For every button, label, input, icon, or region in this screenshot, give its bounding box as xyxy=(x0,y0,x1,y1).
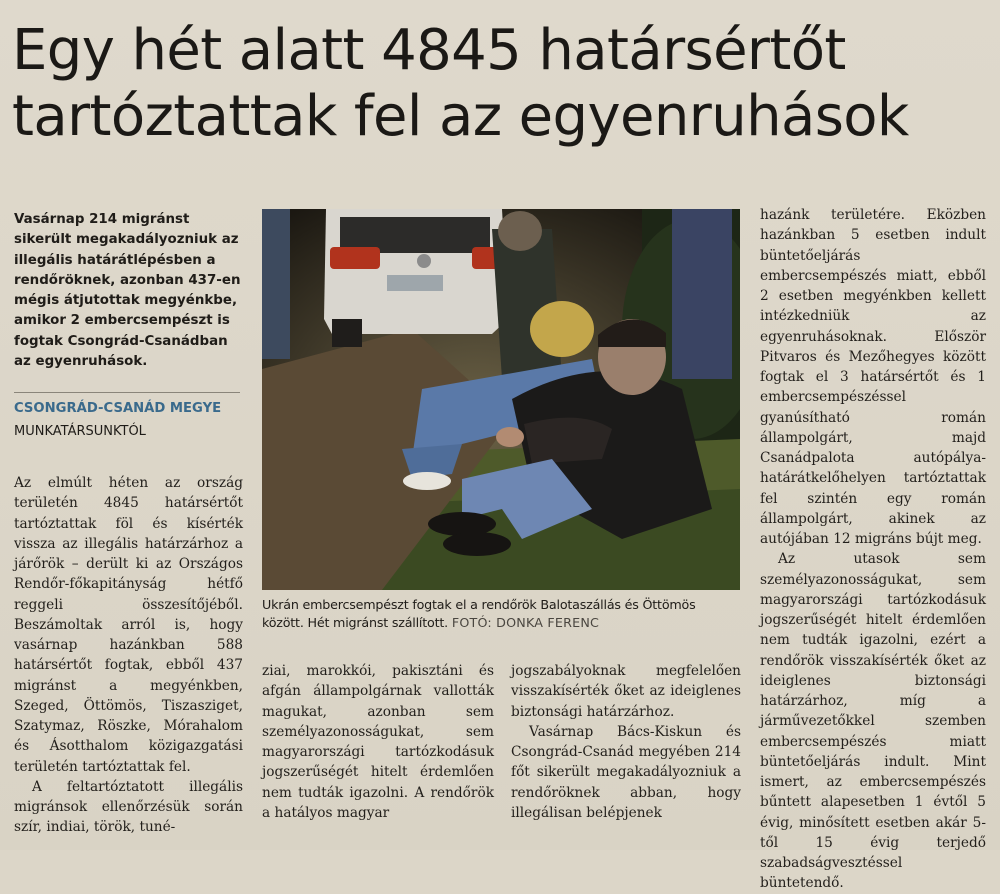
photo-credit: FOTÓ: DONKA FERENC xyxy=(451,615,600,631)
body-paragraph: hazánk területére. Eközben hazánkban 5 esetben indult büntetőeljárás embercsempészés miatt, ebből 2 esetben megyénkben kellett intézkedniük az egyenruhásoknak. Először Pitvaros és Mezőhegyes között fogtak el 3 határsértőt és 1 embercsempészéssel gyanúsítható román állampolgárt, majd Csanádpalota autópálya-határátkelőhelyen tartóztattak fel szintén egy román állampolgárt, akinek az autójában 12 migráns bújt meg. xyxy=(760,207,986,547)
lead-paragraph: Vasárnap 214 migránst sikerült megakadályozniuk az illegális határátlépésben a rendőröknek, azonban 437-en mégis átjutottak megyénkbe, amikor 2 embercsempészt is fogtak Csongrád-Csanádban az egyenruhások. xyxy=(14,212,241,370)
body-paragraph: A feltartóztatott illegális migránsok ellenőrzésük során szír, indiai, török, tuné- xyxy=(14,778,243,836)
byline: MUNKATÁRSUNKTÓL xyxy=(14,424,146,439)
region-label: CSONGRÁD-CSANÁD MEGYE xyxy=(14,401,222,416)
article-column-1 xyxy=(14,473,243,838)
photo-caption xyxy=(262,596,740,632)
body-paragraph: Az utasok sem személyazonosságukat, sem magyarországi tartózkodásuk jogszerűségét hitelt érdemlően nem tudták igazolni, ezért a rendőrök visszakísérték őket az ideiglenes biztonsági határzárhoz, míg a járművezetőkkel szemben embercsempészés miatt büntetőeljárás indult. Mint ismert, az embercsempészés bűntett alapesetben 1 évtől 5 évig, minősített esetben akár 5-től 15 évig terjedő szabadságvesztéssel büntetendő. xyxy=(760,551,986,892)
news-photo xyxy=(262,209,740,590)
section-divider xyxy=(14,392,240,393)
body-paragraph: ziai, marokkói, pakisztáni és afgán állampolgárnak vallották magukat, azonban sem személyazonosságukat, sem magyarországi tartózkodásuk jogszerűségét hitelt érdemlően nem tudták igazolni. A rendőrök a hatályos magyar xyxy=(262,663,494,821)
article-column-4 xyxy=(760,205,986,894)
photo-illustration xyxy=(262,209,740,590)
article-column-3 xyxy=(511,661,741,823)
body-paragraph: Vasárnap Bács-Kiskun és Csongrád-Csanád megyében 214 főt sikerült megakadályozniuk a rendőröknek abban, hogy illegálisan belépjenek xyxy=(511,723,741,821)
headline xyxy=(12,18,992,150)
article-column-2 xyxy=(262,661,494,823)
headline-line-1: Egy hét alatt 4845 határsértőt xyxy=(12,18,846,83)
caption-text: Ukrán embercsempészt fogtak el a rendőrök Balotaszállás és Öttömös között. Hét migránst szállított. xyxy=(262,597,696,631)
headline-line-2: tartóztattak fel az egyenruhások xyxy=(12,84,909,149)
body-paragraph: Az elmúlt héten az ország területén 4845 határsértőt tartóztattak föl és kísérték vissza az illegális határzárhoz a járőrök – derült ki az Országos Rendőr-főkapitányság hétfő reggeli összesítőjéből. Beszámoltak arról is, hogy vasárnap hazánkban 588 határsértőt fogtak, ebből 437 migránst a megyénkben, Szeged, Öttömös, Tiszasziget, Szatymaz, Röszke, Mórahalom és Ásotthalom közigazgatási területén tartóztattak fel. xyxy=(14,475,243,775)
body-paragraph: jogszabályoknak megfelelően visszakísérték őket az ideiglenes biztonsági határzárhoz. xyxy=(511,663,741,720)
